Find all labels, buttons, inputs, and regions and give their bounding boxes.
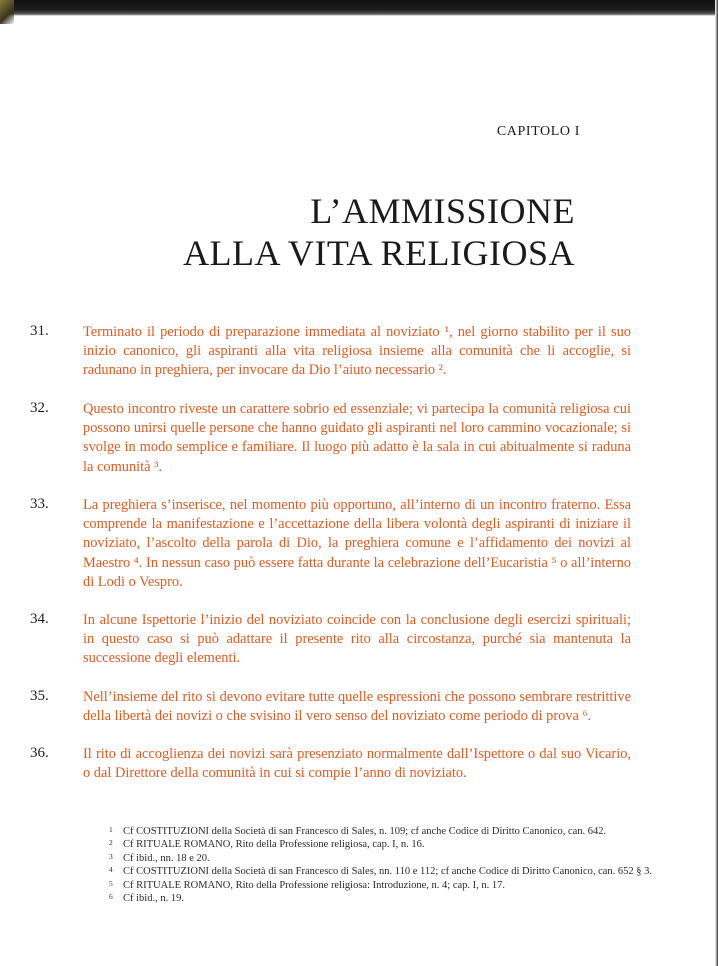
paragraph-33 [30,496,670,592]
paragraph-number: 34. [30,611,49,627]
paragraph-text: La preghiera s’inserisce, nel momento più opportuno, all’interno di un incontro fraterno. Essa comprende la manifestazione e l’accettazione della libera volontà degli aspiranti di iniziare il noviziato, l’ascolto della parola di Dio, la preghiera comune e l’affidamento dei novizi al Maestro ⁴. In nessun caso può essere fatta durante la celebrazione dell’Eucaristia ⁵ o all’interno di Lodi o Vespro. [83,497,631,590]
paragraph-number: 36. [30,745,49,761]
paragraph-number: 32. [30,400,49,416]
paragraph-number: 35. [30,688,49,704]
paragraph-32 [30,400,670,477]
scan-border-top [0,0,718,16]
footnote-3 [109,852,709,865]
footnote-text: Cf RITUALE ROMANO, Rito della Professione religiosa: Introduzione, n. 4; cap. I, n. 17. [123,879,506,891]
footnote-text: Cf ibid., nn. 18 e 20. [123,852,210,864]
footnote-5 [109,879,709,892]
paragraph-number: 31. [30,323,49,339]
footnote-2 [109,838,709,851]
footnote-text: Cf COSTITUZIONI della Società di san Francesco di Sales, n. 109; cf anche Codice di Diritto Canonico, can. 642. [123,826,607,837]
paragraph-text: Il rito di accoglienza dei novizi sarà presenziato normalmente dall’Ispettore o dal suo Vicario, o dal Direttore della comunità in cui si compie l’anno di noviziato. [83,746,631,782]
footnote-mark: 1 [109,825,113,834]
footnote-mark: 5 [109,878,113,888]
paragraph-text: Terminato il periodo di preparazione immediata al noviziato ¹, nel giorno stabilito per il suo inizio canonico, gli aspiranti alla vita religiosa insieme alla comunità che li accoglie, si radunano in preghiera, per invocare da Dio l’aiuto necessario ². [83,324,631,379]
paragraph-34 [30,611,670,669]
footnote-mark: 3 [109,851,113,861]
footnotes [109,825,709,905]
paragraph-number: 33. [30,496,49,512]
paragraph-text: Questo incontro riveste un carattere sobrio ed essenziale; vi partecipa la comunità religiosa cui possono unirsi quelle persone che hanno guidato gli aspiranti nel loro cammino vocazionale; si svolge in modo semplice e familiare. Il luogo più adatto è la sala in cui abitualmente si raduna la comunità ³. [83,401,631,475]
footnote-1 [109,825,709,838]
chapter-title-line-1: L’AMMISSIONE [310,191,575,231]
footnote-text: Cf COSTITUZIONI della Società di san Francesco di Sales, nn. 110 e 112; cf anche Codice di Diritto Canonico, can. 652 § 3. [123,866,653,878]
paragraph-36 [30,745,670,783]
footnote-6 [109,892,709,905]
paragraph-text: Nell’insieme del rito si devono evitare tutte quelle espressioni che possono sembrare restrittive della libertà dei novizi o che svisino il vero senso del noviziato come periodo di prova ⁶. [83,689,631,725]
chapter-title-line-2: ALLA VITA RELIGIOSA [183,233,575,273]
paragraph-text: In alcune Ispettorie l’inizio del noviziato coincide con la conclusione degli esercizi spirituali; in questo caso si può adattare il presente rito alla circostanza, purché sia mantenuta la successione degli elementi. [83,612,631,667]
scan-corner-mark [0,0,14,24]
paragraph-35 [30,688,670,726]
footnote-mark: 2 [109,838,113,848]
footnote-text: Cf ibid., n. 19. [123,893,184,905]
footnote-text: Cf RITUALE ROMANO, Rito della Professione religiosa, cap. I, n. 16. [123,839,425,851]
chapter-title [55,190,575,274]
footnote-4 [109,865,709,878]
footnote-mark: 4 [109,865,113,875]
footnote-mark: 6 [109,892,113,902]
chapter-label: CAPITOLO I [496,124,580,139]
paragraph-31 [30,323,670,381]
